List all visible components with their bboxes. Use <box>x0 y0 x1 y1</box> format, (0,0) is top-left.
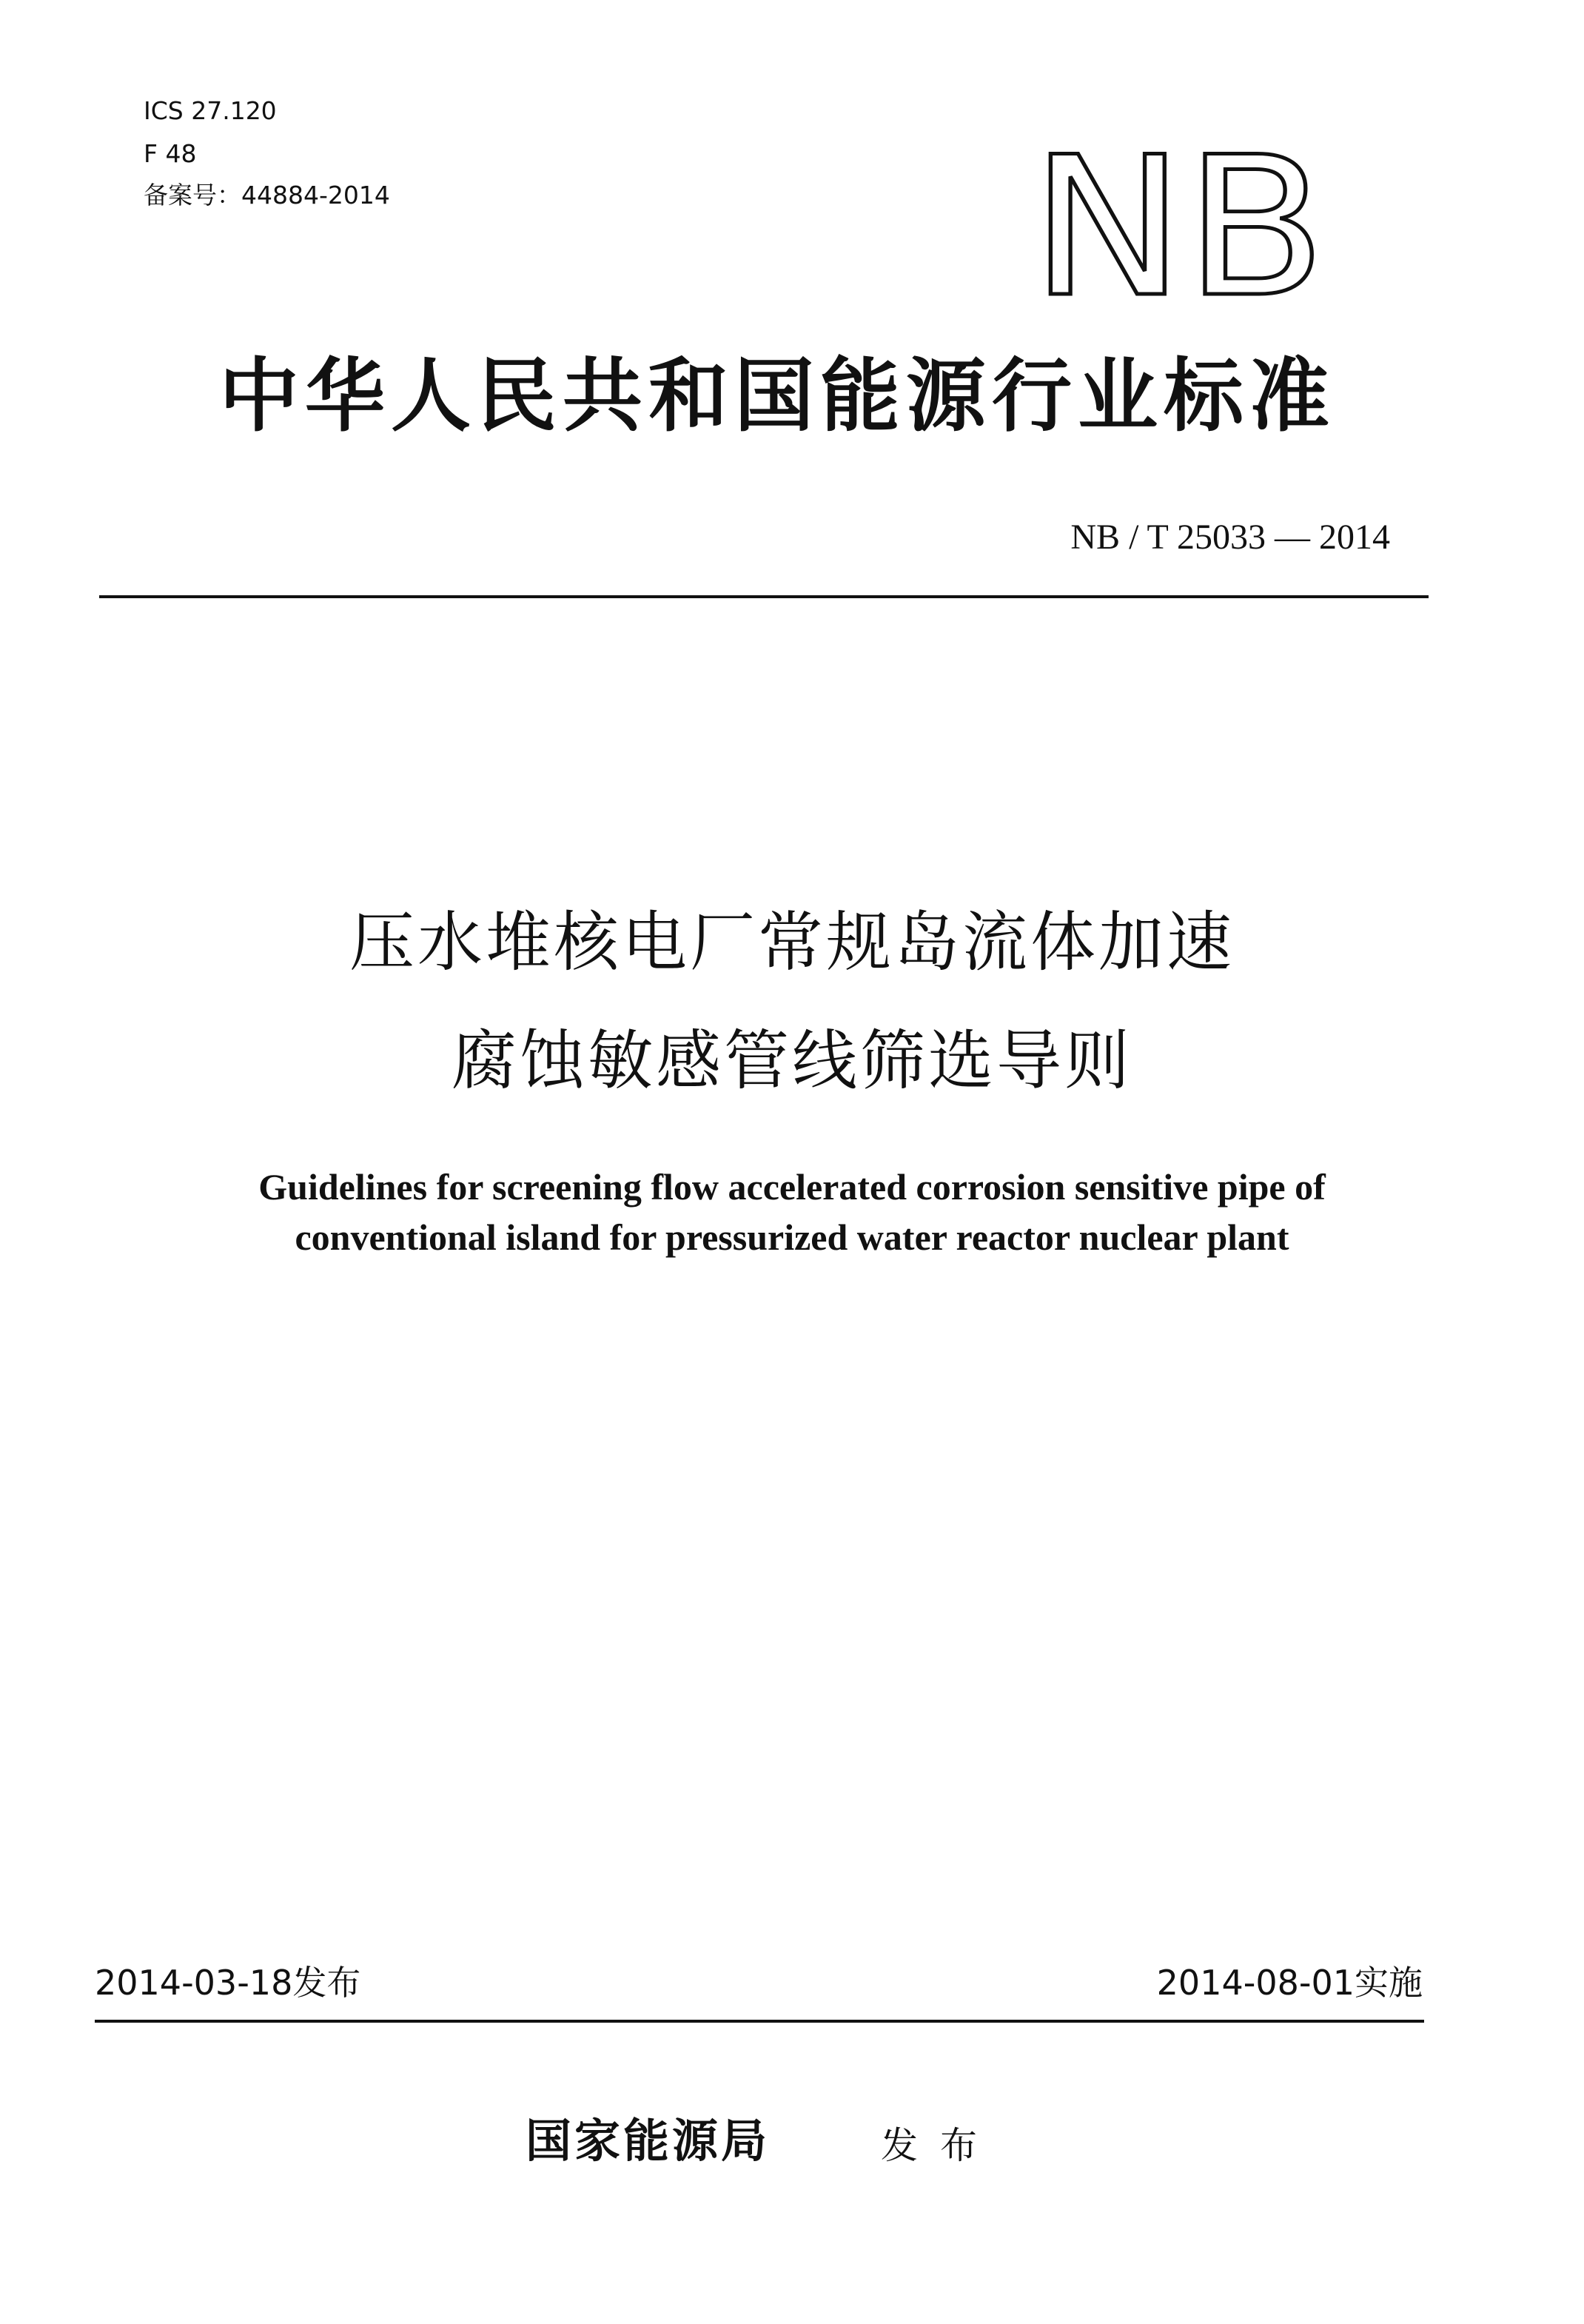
title-en-line1: Guidelines for screening flow accelerated corrosion sensitive pipe of <box>258 1166 1326 1208</box>
publisher-name: 国家能源局 <box>526 2114 771 2168</box>
footer-divider <box>95 2020 1424 2023</box>
classification-code: F 48 <box>144 139 197 168</box>
title-zh-line1: 压水堆核电厂常规岛流体加速 <box>349 904 1235 980</box>
ics-code: ICS 27.120 <box>144 96 277 125</box>
publish-label: 发布 <box>881 2124 999 2167</box>
record-number: 备案号：44884-2014 <box>144 181 390 210</box>
nb-logo <box>1030 142 1326 305</box>
effective-date: 2014-08-01实施 <box>1156 1963 1423 2003</box>
nb-logo-text: NB <box>1030 142 1326 305</box>
standard-number: NB / T 25033 — 2014 <box>1070 518 1390 557</box>
organization-title: 中华人民共和国能源行业标准 <box>218 349 1335 443</box>
issue-date: 2014-03-18发布 <box>95 1963 361 2003</box>
title-zh-line2: 腐蚀敏感管线筛选导则 <box>451 1022 1132 1099</box>
header-divider <box>99 595 1429 598</box>
title-en-line2: conventional island for pressurized water reactor nuclear plant <box>295 1216 1289 1258</box>
